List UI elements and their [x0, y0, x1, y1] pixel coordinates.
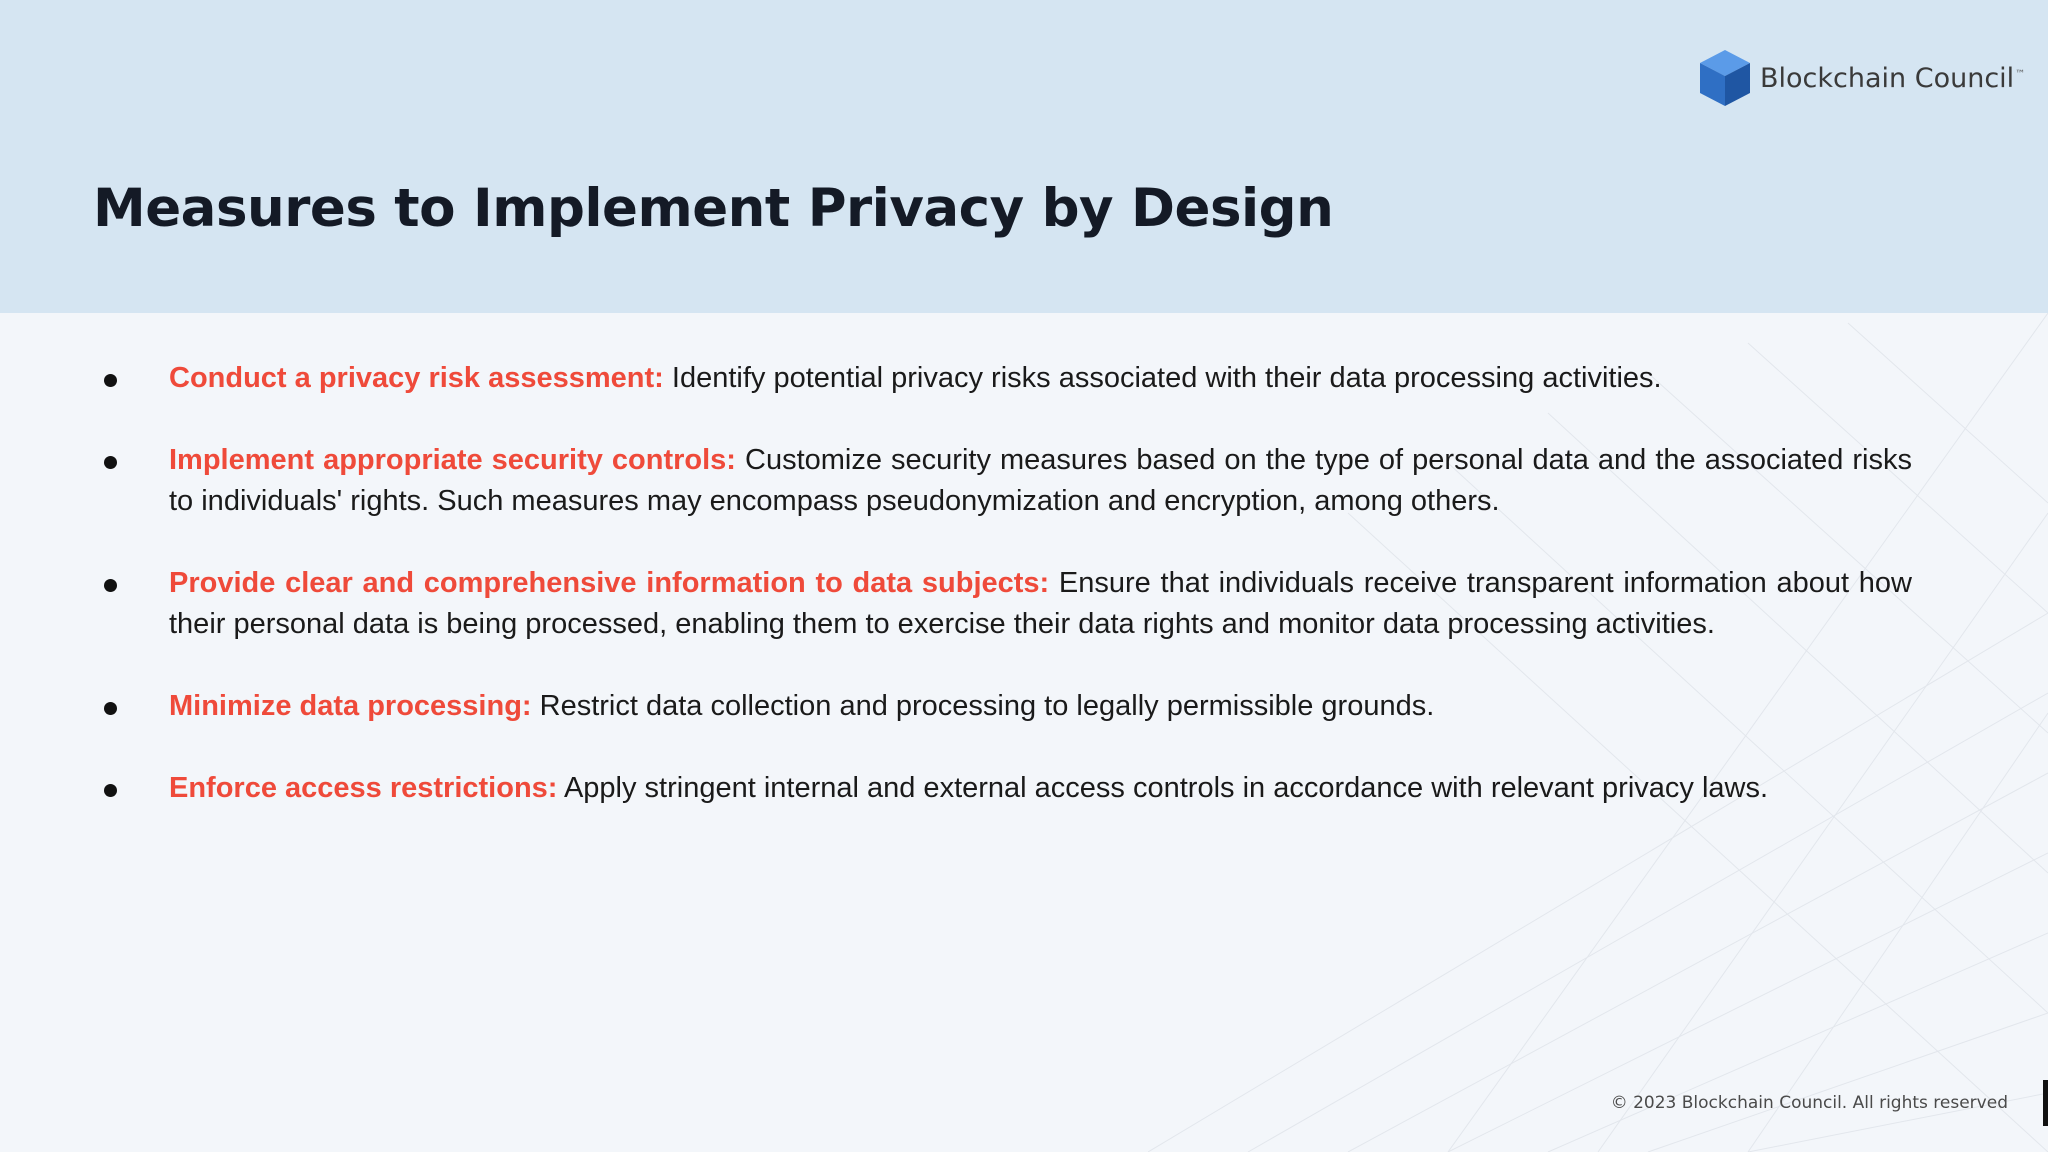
brand-name: Blockchain Council™ [1760, 62, 2026, 94]
bullet-icon [104, 456, 117, 469]
bullet-text: Identify potential privacy risks associated with their data processing activities. [671, 362, 1662, 394]
list-item [100, 768, 1912, 809]
bullet-term: Enforce access restrictions: [169, 772, 558, 804]
list-item [100, 358, 1912, 399]
list-item [100, 563, 1912, 645]
slide-title: Measures to Implement Privacy by Design [93, 178, 1334, 239]
trademark-mark: ™ [2015, 68, 2026, 80]
bullet-term: Conduct a privacy risk assessment: [169, 362, 664, 394]
bullet-text: Customize security measures based on the type of personal data and the associated risks to individuals' rights. Such measures may encompass pseudonymization and encryption, among others. [169, 444, 1912, 517]
list-item [100, 686, 1912, 727]
edge-marker [2043, 1080, 2048, 1126]
bullet-term: Minimize data processing: [169, 690, 532, 722]
bullet-term: Provide clear and comprehensive information to data subjects: [169, 567, 1050, 599]
blockchain-cube-icon [1698, 48, 1752, 108]
brand-logo [1698, 46, 2025, 110]
bullet-icon [104, 579, 117, 592]
copyright-notice: © 2023 Blockchain Council. All rights reserved [1610, 1093, 2008, 1113]
measures-list [100, 358, 1912, 850]
bullet-icon [104, 374, 117, 387]
bullet-icon [104, 702, 117, 715]
bullet-text: Restrict data collection and processing to legally permissible grounds. [539, 690, 1435, 722]
bullet-text: Ensure that individuals receive transparent information about how their personal data is being processed, enabling them to exercise their data rights and monitor data processing activities. [169, 567, 1912, 640]
bullet-text: Apply stringent internal and external access controls in accordance with relevant privacy laws. [563, 772, 1769, 804]
list-item [100, 440, 1912, 522]
bullet-icon [104, 784, 117, 797]
bullet-term: Implement appropriate security controls: [169, 444, 736, 476]
